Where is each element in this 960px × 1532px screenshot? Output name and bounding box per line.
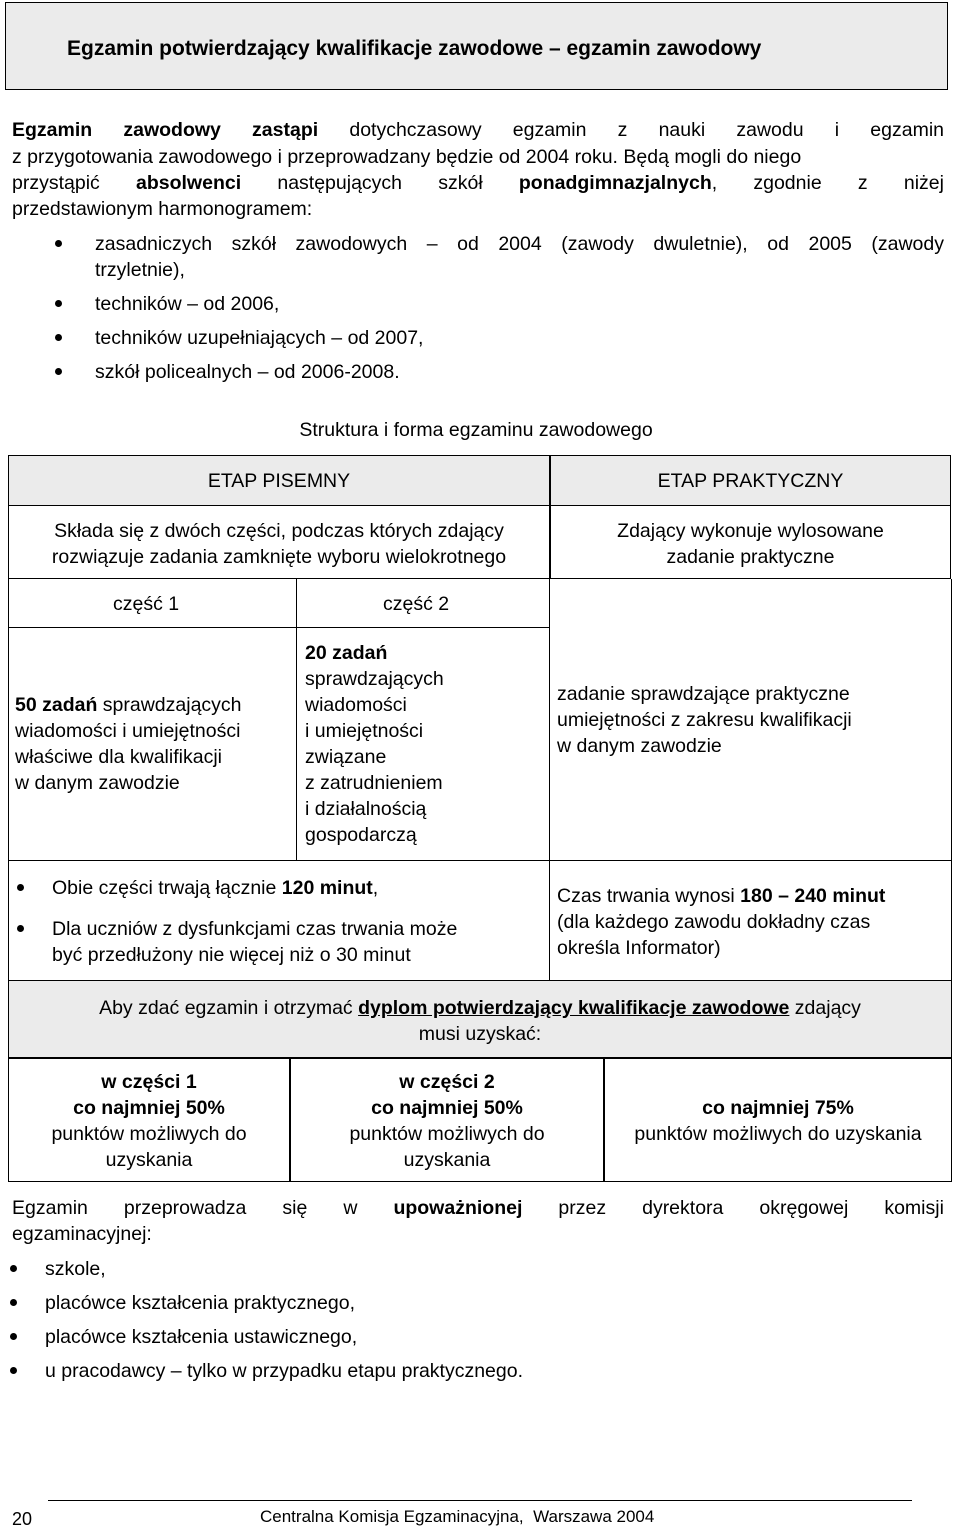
- written-time-value: 120 minut: [281, 877, 373, 899]
- intro-rest: dotychczasowy egzamin z nauki zawodu i egzamin: [318, 119, 944, 141]
- conducted-word: w: [343, 1197, 358, 1219]
- part-1-count: 50 zadań: [15, 694, 98, 716]
- bullet-icon: [55, 334, 62, 341]
- conducted-word: przez: [558, 1197, 607, 1219]
- part-2-line: związane: [305, 746, 387, 768]
- part-2-line: sprawdzających: [305, 668, 444, 690]
- threshold-value: co najmniej 50%: [73, 1097, 225, 1119]
- conducted-line-1: [12, 1195, 944, 1221]
- page-number: 20: [12, 1509, 33, 1529]
- threshold-value: co najmniej 75%: [702, 1097, 854, 1119]
- practical-task-line: w danym zawodzie: [557, 735, 722, 757]
- intro-text: , zgodnie z niżej: [711, 172, 944, 194]
- threshold-title: w części 2: [399, 1071, 495, 1093]
- part-2-line: z zatrudnieniem: [305, 772, 443, 794]
- part-1-line: w danym zawodzie: [15, 772, 180, 794]
- threshold-text: uzyskania: [105, 1149, 193, 1171]
- table-rule: [549, 579, 550, 981]
- bullet-icon: [17, 925, 24, 932]
- intro-bold: Egzamin zawodowy zastąpi: [12, 119, 319, 141]
- written-stage-title: ETAP PISEMNY: [207, 470, 351, 492]
- table-rule: [8, 579, 9, 981]
- threshold-part-2: [290, 1058, 604, 1182]
- conducted-word: się: [282, 1197, 308, 1219]
- conducted-word-bold: upoważnionej: [393, 1197, 523, 1219]
- practical-desc-box: [550, 505, 951, 579]
- practical-time-value: 180 – 240 minut: [740, 885, 886, 907]
- school-item: szkół policealnych – od 2006-2008.: [95, 361, 400, 383]
- intro-text: następujących szkół: [241, 172, 519, 194]
- intro-bold-absolwenci: absolwenci: [136, 172, 242, 194]
- conducted-word: przeprowadza: [123, 1197, 247, 1219]
- table-rule: [8, 627, 550, 628]
- bullet-icon: [55, 240, 62, 247]
- conducted-word: dyrektora: [642, 1197, 724, 1219]
- structure-title: Struktura i forma egzaminu zawodowego: [299, 419, 653, 441]
- threshold-text: uzyskania: [403, 1149, 491, 1171]
- practical-stage-title: ETAP PRAKTYCZNY: [657, 470, 844, 492]
- conducted-line-2: egzaminacyjnej:: [12, 1223, 152, 1245]
- dysfunction-note-2: być przedłużony nie więcej niż o 30 minut: [52, 944, 411, 966]
- practical-task-line: umiejętności z zakresu kwalifikacji: [557, 709, 852, 731]
- threshold-text: punktów możliwych do uzyskania: [634, 1123, 922, 1145]
- pass-diploma: dyplom potwierdzający kwalifikacje zawodowe: [358, 997, 790, 1019]
- practical-stage-header: [550, 455, 951, 506]
- intro-line-2: z przygotowania zawodowego i przeprowadzany będzie od 2004 roku. Będą mogli do niego: [12, 146, 802, 168]
- title-box: [5, 2, 948, 90]
- part-2-line: gospodarczą: [305, 824, 417, 846]
- table-rule: [296, 579, 297, 861]
- part-2-line: i umiejętności: [305, 720, 424, 742]
- place-item: placówce kształcenia ustawicznego,: [45, 1326, 358, 1348]
- written-stage-header: [8, 455, 550, 506]
- practical-time-3: określa Informator): [557, 937, 721, 959]
- school-item: techników uzupełniających – od 2007,: [95, 327, 424, 349]
- practical-desc-2: zadanie praktyczne: [666, 546, 835, 568]
- practical-time-2: (dla każdego zawodu dokładny czas: [557, 911, 871, 933]
- school-item: techników – od 2006,: [95, 293, 280, 315]
- place-item: u pracodawcy – tylko w przypadku etapu praktycznego.: [45, 1360, 524, 1382]
- intro-line-3: [12, 170, 944, 196]
- conducted-word: komisji: [884, 1197, 944, 1219]
- part-1-label: część 1: [113, 593, 180, 615]
- intro-line-1: [12, 117, 944, 143]
- conducted-word: Egzamin: [12, 1197, 88, 1219]
- practical-desc-1: Zdający wykonuje wylosowane: [617, 520, 884, 542]
- part-2-count: 20 zadań: [305, 642, 388, 664]
- written-time-text: ,: [372, 877, 379, 899]
- intro-text: przystąpić: [12, 172, 136, 194]
- part-1-text: sprawdzających: [97, 694, 242, 716]
- written-desc-box: [8, 505, 550, 579]
- threshold-practical: [604, 1058, 952, 1182]
- part-1-line: [15, 692, 242, 718]
- practical-time: [557, 883, 885, 909]
- table-rule: [951, 579, 952, 981]
- place-item: placówce kształcenia praktycznego,: [45, 1292, 355, 1314]
- threshold-text: punktów możliwych do: [51, 1123, 247, 1145]
- school-item-continuation: trzyletnie),: [95, 259, 185, 281]
- part-2-line: i działalnością: [305, 798, 427, 820]
- written-time: [52, 875, 378, 901]
- written-time-text: Obie części trwają łącznie: [52, 877, 282, 899]
- part-1-line: właściwe dla kwalifikacji: [15, 746, 222, 768]
- footer-publisher: Centralna Komisja Egzaminacyjna, Warszawa 2004: [260, 1507, 655, 1526]
- dysfunction-note-1: Dla uczniów z dysfunkcjami czas trwania może: [52, 918, 458, 940]
- bullet-icon: [55, 368, 62, 375]
- pass-requirement-line-1: [9, 995, 951, 1021]
- pass-requirement-box: [8, 980, 952, 1058]
- intro-line-4: przedstawionym harmonogramem:: [12, 198, 313, 220]
- bullet-icon: [10, 1265, 17, 1272]
- school-item: zasadniczych szkół zawodowych – od 2004 (zawody dwuletnie), od 2005 (zawody: [95, 233, 944, 255]
- table-rule: [8, 860, 952, 861]
- bullet-icon: [17, 884, 24, 891]
- intro-bold-ponadgimnazjalnych: ponadgimnazjalnych: [518, 172, 712, 194]
- pass-requirement-line-2: musi uzyskać:: [418, 1023, 542, 1045]
- pass-text: zdający: [789, 997, 861, 1019]
- bullet-icon: [10, 1333, 17, 1340]
- place-item: szkole,: [45, 1258, 106, 1280]
- bullet-icon: [10, 1299, 17, 1306]
- bullet-icon: [55, 300, 62, 307]
- practical-time-text: Czas trwania wynosi: [557, 885, 741, 907]
- part-1-line: wiadomości i umiejętności: [15, 720, 241, 742]
- written-desc-2: rozwiązuje zadania zamknięte wyboru wielokrotnego: [51, 546, 507, 568]
- footer-rule: [48, 1500, 912, 1501]
- threshold-value: co najmniej 50%: [371, 1097, 523, 1119]
- page-title: Egzamin potwierdzający kwalifikacje zawodowe – egzamin zawodowy: [67, 37, 762, 60]
- practical-task-line: zadanie sprawdzające praktyczne: [557, 683, 850, 705]
- threshold-text: punktów możliwych do: [349, 1123, 545, 1145]
- part-2-line: wiadomości: [305, 694, 407, 716]
- part-2-label: część 2: [383, 593, 450, 615]
- bullet-icon: [10, 1367, 17, 1374]
- written-desc-1: Składa się z dwóch części, podczas których zdający: [54, 520, 504, 542]
- pass-text: Aby zdać egzamin i otrzymać: [99, 997, 359, 1019]
- threshold-title: w części 1: [101, 1071, 197, 1093]
- threshold-part-1: [8, 1058, 290, 1182]
- conducted-word: okręgowej: [759, 1197, 849, 1219]
